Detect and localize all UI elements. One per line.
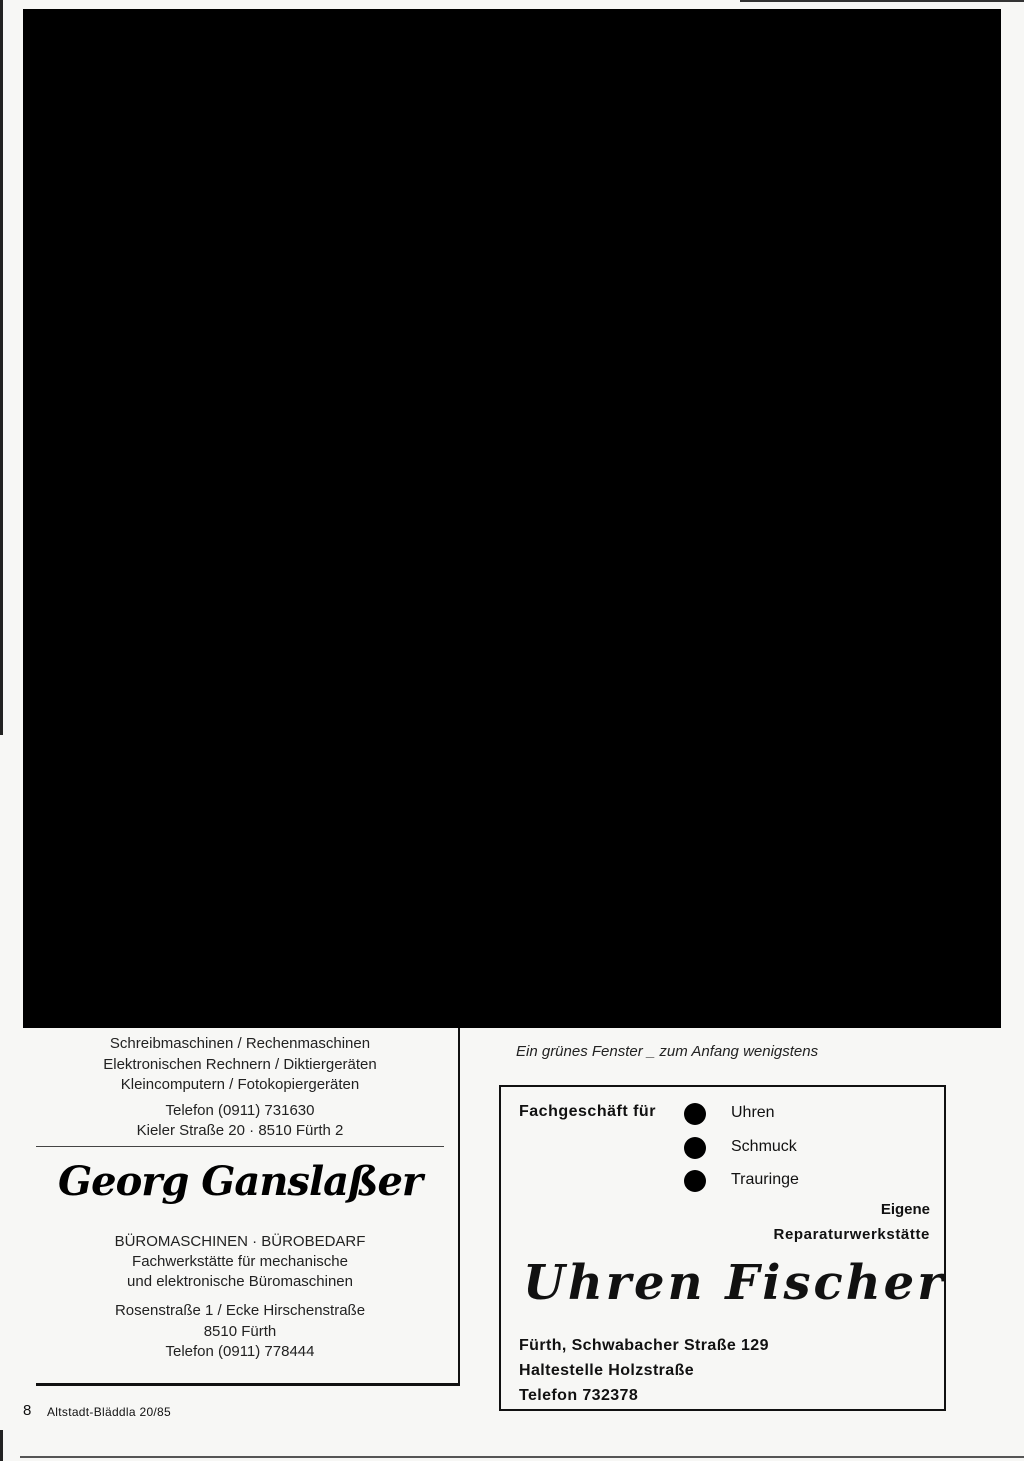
blacked-out-photo xyxy=(23,9,1001,1028)
repair-line: Reparaturwerkstätte xyxy=(773,1226,930,1243)
magazine-issue: Altstadt-Bläddla 20/85 xyxy=(47,1405,172,1419)
ganslasser-logo: Georg Ganslaßer xyxy=(58,1158,422,1205)
watch-shop-ad xyxy=(499,1085,946,1411)
ad-city: 8510 Fürth xyxy=(203,1323,277,1340)
ad-address-1: Kieler Straße 20 · 8510 Fürth 2 xyxy=(136,1122,344,1139)
top-rule xyxy=(740,0,1024,2)
bullet-text: Uhren xyxy=(731,1104,775,1121)
bottom-rule xyxy=(20,1456,1024,1458)
bullet-dot-icon xyxy=(684,1170,706,1192)
shop-contact xyxy=(519,1333,769,1408)
ad-phone-1: Telefon (0911) 731630 xyxy=(165,1102,315,1119)
ad-desc-1: Fachwerkstätte für mechanische xyxy=(132,1253,348,1270)
ad-line-typewriters: Schreibmaschinen / Rechenmaschinen xyxy=(109,1035,371,1052)
bullet-dot-icon xyxy=(684,1103,706,1125)
ad-desc-2: und elektronische Büromaschinen xyxy=(127,1273,353,1290)
bullet-text: Schmuck xyxy=(731,1138,797,1155)
page-number: 8 xyxy=(23,1402,32,1419)
eigene-line: Eigene xyxy=(880,1201,930,1218)
bullet-text: Trauringe xyxy=(731,1171,799,1188)
ad-address-2: Rosenstraße 1 / Ecke Hirschenstraße xyxy=(114,1302,366,1319)
repair-workshop-note xyxy=(774,1197,930,1247)
shop-address: Fürth, Schwabacher Straße 129 xyxy=(519,1337,769,1354)
shop-phone: Telefon 732378 xyxy=(519,1387,639,1404)
bullet-dot-icon xyxy=(684,1137,706,1159)
office-machines-ad xyxy=(36,1028,460,1386)
shop-bus-stop: Haltestelle Holzstraße xyxy=(519,1362,695,1379)
ad-line-computers: Kleincomputern / Fotokopiergeräten xyxy=(120,1076,360,1093)
ad-divider xyxy=(36,1146,444,1147)
page-edge-left-lower xyxy=(0,1430,3,1461)
ad-line-calculators: Elektronischen Rechnern / Diktiergeräten xyxy=(103,1056,377,1073)
ad-phone-2: Telefon (0911) 778444 xyxy=(165,1343,315,1360)
uhren-fischer-logo: Uhren Fischer xyxy=(523,1255,946,1311)
ad-border-bottom xyxy=(36,1383,460,1386)
photo-caption: Ein grünes Fenster _ zum Anfang wenigstens xyxy=(516,1043,819,1060)
ad-border-right xyxy=(458,1028,460,1386)
page-edge-left xyxy=(0,0,3,735)
ad-category: BÜROMASCHINEN · BÜROBEDARF xyxy=(114,1233,366,1250)
shop-label: Fachgeschäft für xyxy=(519,1103,656,1120)
